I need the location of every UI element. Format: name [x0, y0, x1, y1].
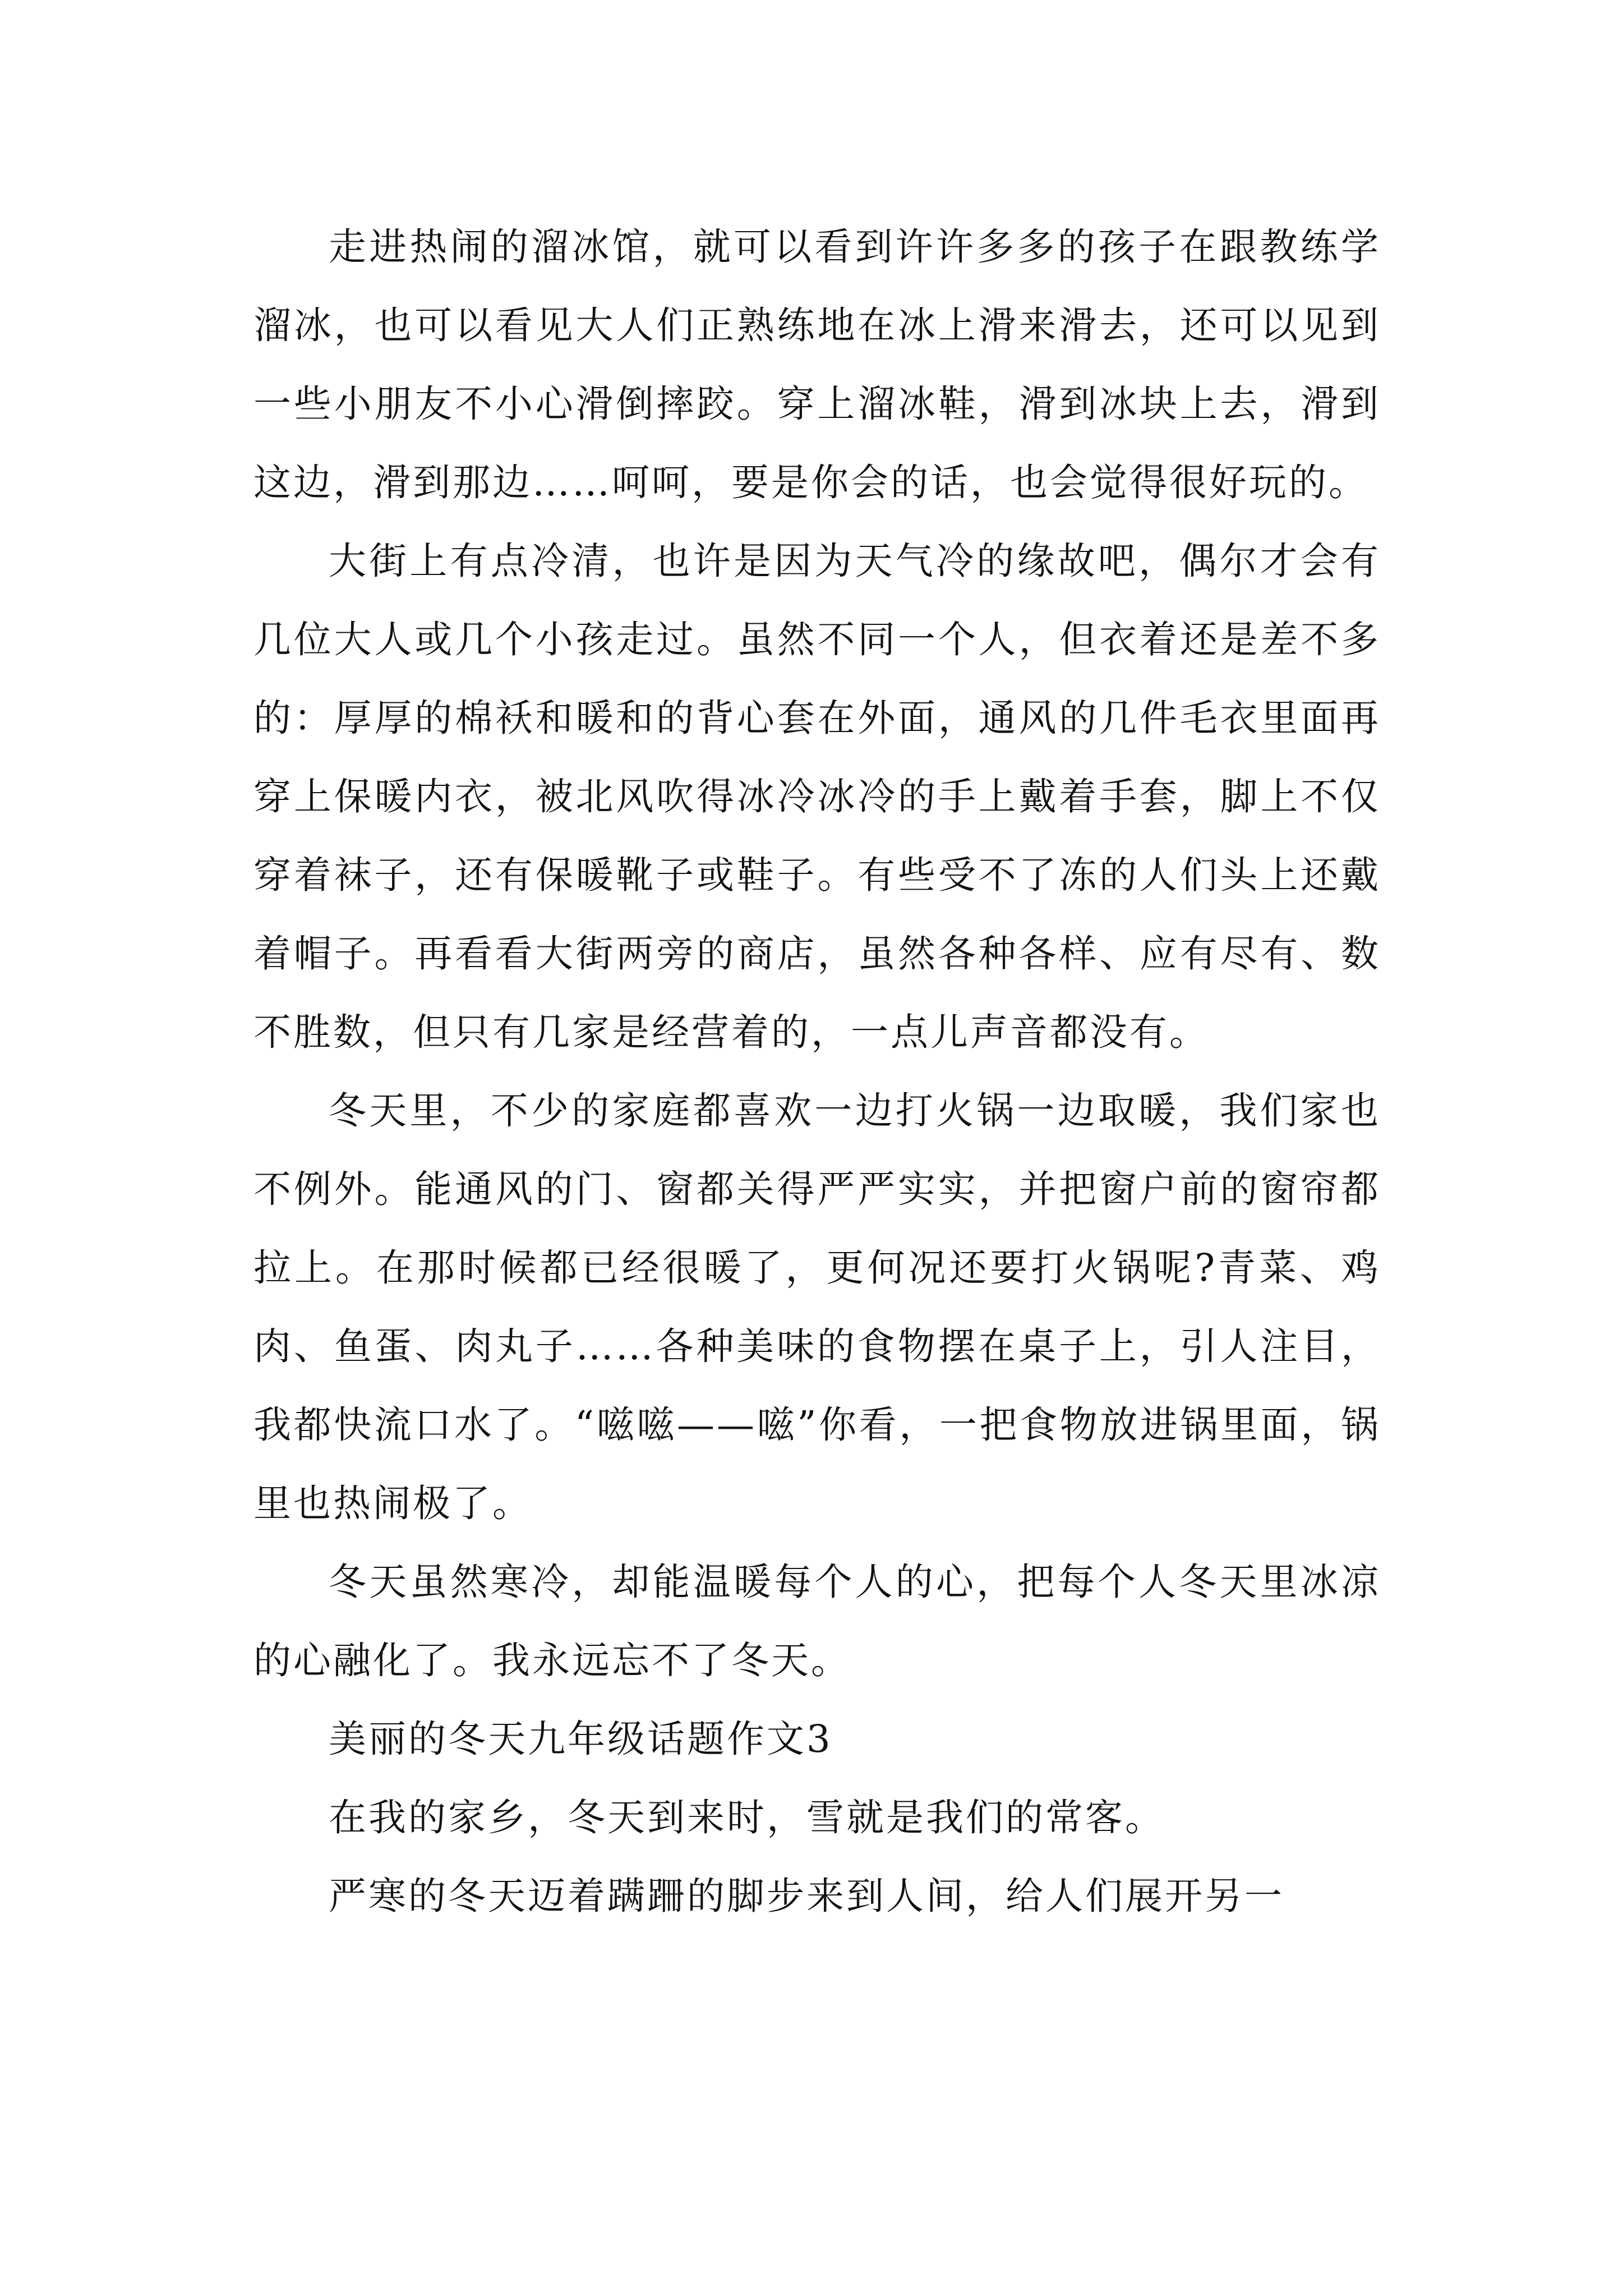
paragraph-street-scene: 大街上有点冷清，也许是因为天气冷的缘故吧，偶尔才会有几位大人或几个小孩走过。虽然不同一个人，但衣着还是差不多的：厚厚的棉袄和暖和的背心套在外面，通风的几件毛衣里面再穿上保暖内衣，被北风吹得冰冷冰冷的手上戴着手套，脚上不仅穿着袜子，还有保暖靴子或鞋子。有些受不了冻的人们头上还戴着帽子。再看看大街两旁的商店，虽然各种各样、应有尽有、数不胜数，但只有几家是经营着的，一点儿声音都没有。: [253, 539, 1381, 1054]
paragraph-winter-arrives: 严寒的冬天迈着蹒跚的脚步来到人间，给人们展开另一: [329, 1874, 1284, 1918]
paragraph-hometown-snow: 在我的家乡，冬天到来时，雪就是我们的常客。: [329, 1796, 1165, 1839]
paragraph-conclusion: 冬天虽然寒冷，却能温暖每个人的心，把每个人冬天里冰凉的心融化了。我永远忘不了冬天。: [253, 1560, 1381, 1682]
paragraph-skating-rink: 走进热闹的溜冰馆，就可以看到许许多多的孩子在跟教练学溜冰，也可以看见大人们正熟练地在冰上滑来滑去，还可以见到一些小朋友不小心滑倒摔跤。穿上溜冰鞋，滑到冰块上去，滑到这边，滑到那边……呵呵，要是你会的话，也会觉得很好玩的。: [253, 225, 1381, 504]
essay-title: 美丽的冬天九年级话题作文3: [329, 1717, 833, 1761]
paragraph-hotpot-family: 冬天里，不少的家庭都喜欢一边打火锅一边取暖，我们家也不例外。能通风的门、窗都关得严严实实，并把窗户前的窗帘都拉上。在那时候都已经很暖了，更何况还要打火锅呢?青菜、鸡肉、鱼蛋、肉丸子……各种美味的食物摆在桌子上，引人注目，我都快流口水了。“嗞嗞——嗞”你看，一把食物放进锅里面，锅里也热闹极了。: [253, 1089, 1381, 1525]
document-body: [253, 208, 1381, 1935]
